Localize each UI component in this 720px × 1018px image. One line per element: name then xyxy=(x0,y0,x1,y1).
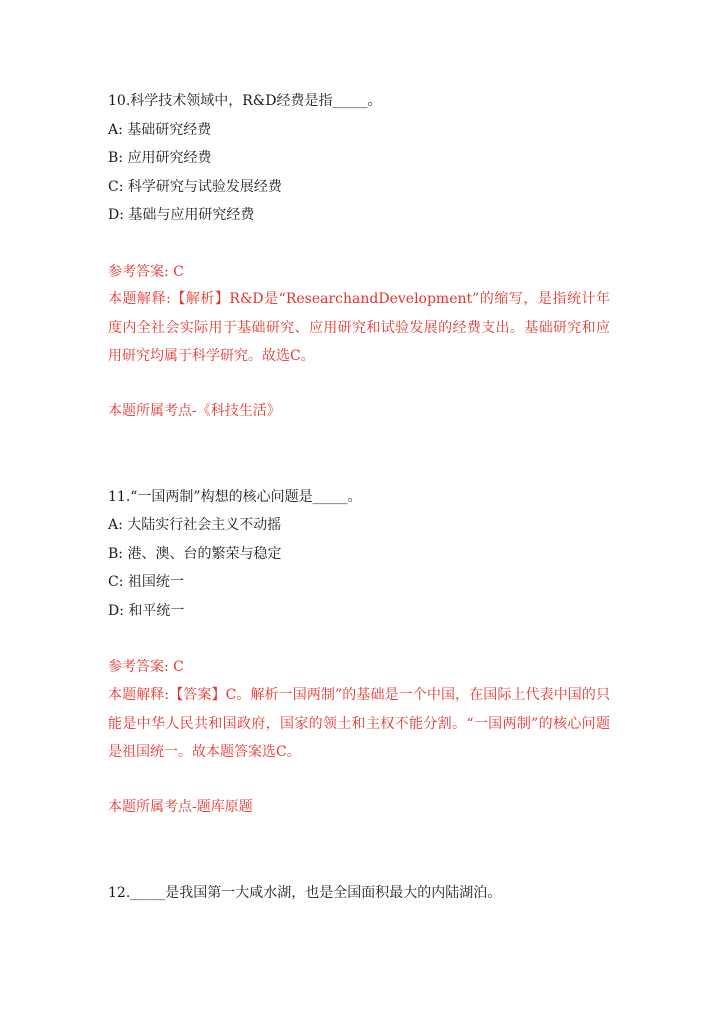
question-10-option-c: C: 科学研究与试验发展经费 xyxy=(108,179,282,195)
question-10-option-a: A: 基础研究经费 xyxy=(108,122,212,138)
question-11-explanation: 本题解释:【答案】C。解析一国两制”的基础是一个中国，在国际上代表中国的只能是中华人民共和国政府，国家的领土和主权不能分割。“一国两制”的核心问题是祖国统一。故本题答案选C。 xyxy=(108,687,610,760)
question-10-answer: 参考答案: C xyxy=(108,264,184,280)
question-11-option-d: D: 和平统一 xyxy=(108,603,185,619)
question-10-option-d: D: 基础与应用研究经费 xyxy=(108,207,255,223)
question-11-option-b: B: 港、澳、台的繁荣与稳定 xyxy=(108,546,282,562)
question-10-topic: 本题所属考点-《科技生活》 xyxy=(108,403,281,419)
question-10-explanation: 本题解释:【解析】R&D是“ResearchandDevelopment”的缩写，是指统计年度内全社会实际用于基础研究、应用研究和试验发展的经费支出。基础研究和应用研究均属于科学研究。故选C。 xyxy=(108,291,610,364)
question-10-stem: 10.科学技术领域中，R&D经费是指_____。 xyxy=(108,93,382,109)
question-11-option-c: C: 祖国统一 xyxy=(108,574,184,590)
question-12-stem: 12._____是我国第一大咸水湖，也是全国面积最大的内陆湖泊。 xyxy=(108,885,502,901)
question-11-answer: 参考答案: C xyxy=(108,659,184,675)
question-11-option-a: A: 大陆实行社会主义不动摇 xyxy=(108,517,282,533)
question-11-topic: 本题所属考点-题库原题 xyxy=(108,799,253,815)
question-10-option-b: B: 应用研究经费 xyxy=(108,150,212,166)
question-11-stem: 11.“一国两制”构想的核心问题是_____。 xyxy=(108,489,362,505)
